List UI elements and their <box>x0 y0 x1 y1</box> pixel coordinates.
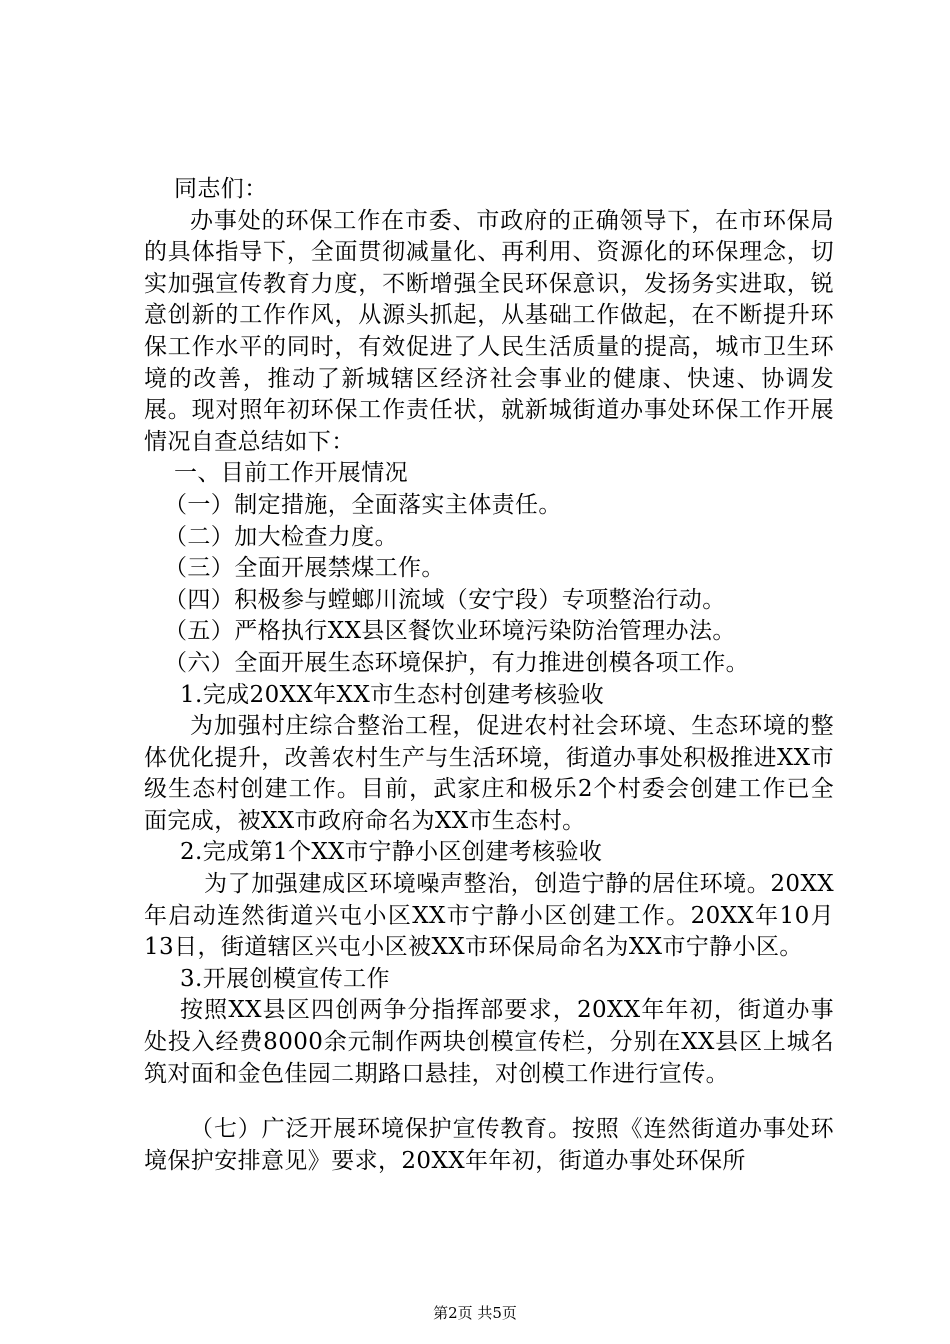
intro-paragraph: 办事处的环保工作在市委、市政府的正确领导下，在市环保局的具体指导下，全面贯彻减量化、再利用、资源化的环保理念，切实加强宣传教育力度，不断增强全民环保意识，发扬务实进取，锐意创新的工作作风，从源头抓起，从基础工作做起，在不断提升环保工作水平的同时，有效促进了人民生活质量的提高，城市卫生环境的改善，推动了新城辖区经济社会事业的健康、快速、协调发展。现对照年初环保工作责任状，就新城街道办事处环保工作开展情况自查总结如下： <box>144 207 834 455</box>
list-item: （一）制定措施，全面落实主体责任。 <box>164 491 562 518</box>
subsection-paragraph: 按照XX县区四创两争分指挥部要求，20XX年年初，街道办事处投入经费8000余元制作两块创模宣传栏，分别在XX县区上城名筑对面和金色佳园二期路口悬挂，对创模工作进行宣传。 <box>144 997 834 1087</box>
subsection-paragraph: 为加强村庄综合整治工程，促进农村社会环境、生态环境的整体优化提升，改善农村生产与生活环境，街道办事处积极推进XX市级生态村创建工作。目前，武家庄和极乐2个村委会创建工作已全面完成，被XX市政府命名为XX市生态村。 <box>144 713 834 834</box>
list-item: （六）全面开展生态环境保护，有力推进创模各项工作。 <box>164 649 749 676</box>
salutation: 同志们： <box>174 176 268 202</box>
list-item: （七）广泛开展环境保护宣传教育。按照《连然街道办事处环境保护安排意见》要求，20XX年年初，街道办事处环保所 <box>144 1116 834 1174</box>
document-body <box>144 174 834 1177</box>
subsection-heading: 3.开展创模宣传工作 <box>180 965 390 992</box>
section-heading: 一、目前工作开展情况 <box>174 460 408 487</box>
list-item: （五）严格执行XX县区餐饮业环境污染防治管理办法。 <box>164 618 736 645</box>
subsection-heading: 2.完成第1个XX市宁静小区创建考核验收 <box>180 839 603 866</box>
page-footer <box>0 1302 950 1323</box>
list-item: （四）积极参与螳螂川流域（安宁段）专项整治行动。 <box>164 586 726 613</box>
subsection-paragraph: 为了加强建成区环境噪声整治，创造宁静的居住环境。20XX年启动连然街道兴屯小区XX市宁静小区创建工作。20XX年10月13日，街道辖区兴屯小区被XX市环保局命名为XX市宁静小区。 <box>144 871 834 961</box>
list-item: （二）加大检查力度。 <box>164 523 398 550</box>
list-item: （三）全面开展禁煤工作。 <box>164 555 445 582</box>
subsection-heading: 1.完成20XX年XX市生态村创建考核验收 <box>180 681 605 708</box>
page-number: 第2页 共5页 <box>433 1304 517 1322</box>
paragraph-gap <box>144 1090 834 1114</box>
